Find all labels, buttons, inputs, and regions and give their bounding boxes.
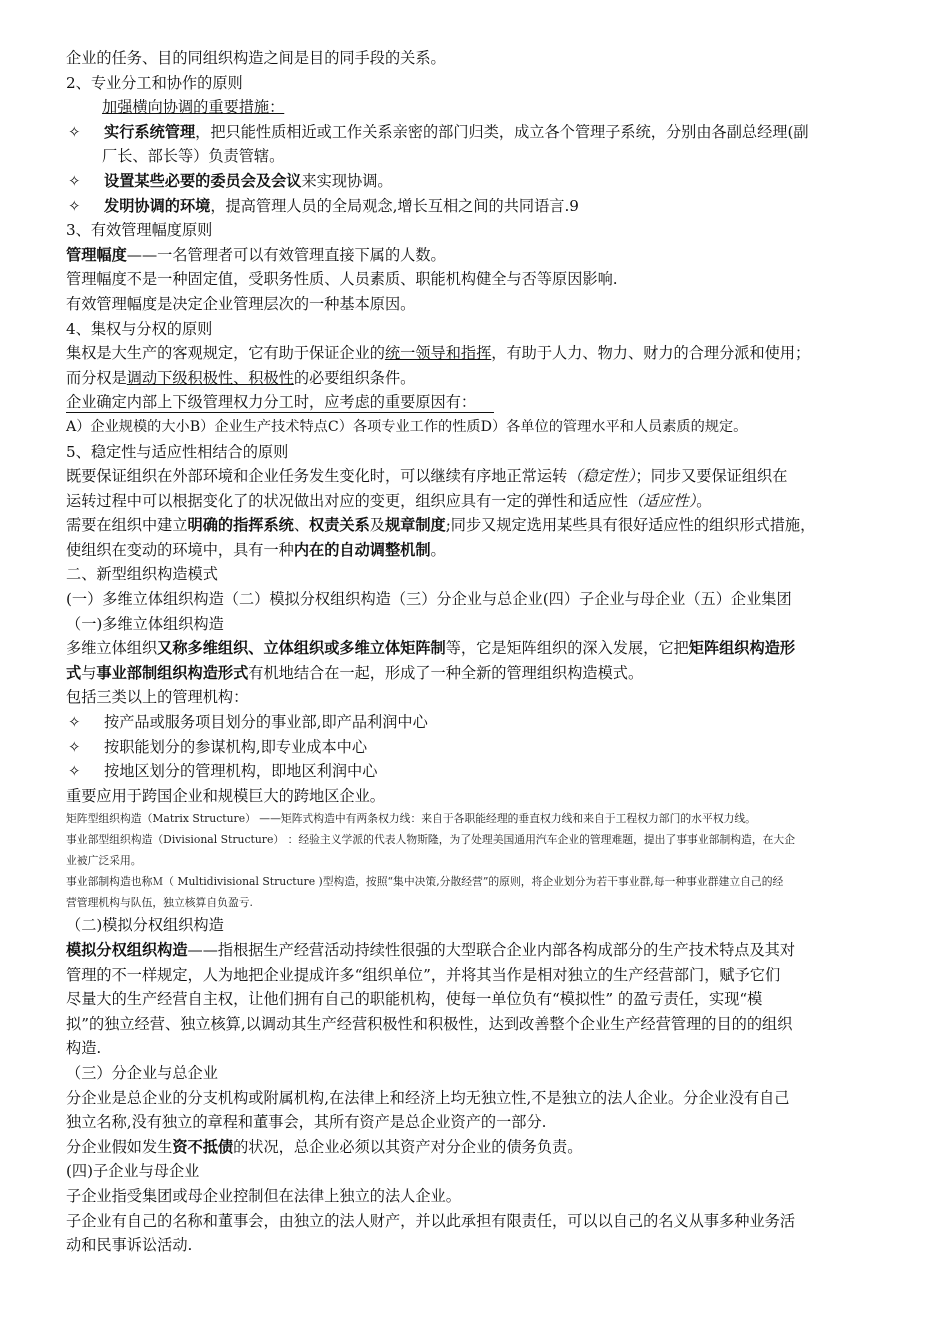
text-line: 管理的不一样规定，人为地把企业提成许多“组织单位”，并将其当作是相对独立的生产经营部门，赋予它们 — [66, 965, 781, 984]
small-note: 事业部型组织构造（Divisional Structure） ：经验主义学派的代表人物斯隆，为了处理美国通用汽车企业的管理难题，提出了事事业部制构造，在大企 — [66, 833, 796, 847]
underlined-text: 调动下级积极性、积极性 — [126, 368, 294, 387]
section-heading: 4、集权与分权的原则 — [66, 319, 213, 338]
bold-text: 内在的自动调整机制 — [293, 540, 431, 559]
diamond-bullet-icon: ✧ — [68, 196, 81, 215]
text: ；同步又要保证组织在 — [635, 467, 788, 486]
bold-text: 又称多维组织、立体组织或多维立体矩阵制 — [157, 639, 446, 658]
text-line — [66, 1135, 884, 1160]
text: 等，它是矩阵组织的深入发展，它把 — [445, 639, 689, 658]
text-line: 子企业有自己的名称和董事会，由独立的法人财产，并以此承担有限责任，可以以自己的名义从事多种业务活 — [66, 1211, 795, 1230]
diamond-bullet-icon: ✧ — [68, 762, 81, 781]
text: 需要在组织中建立 — [66, 516, 188, 535]
small-note: 业被广泛采用。 — [66, 854, 142, 868]
text: 多维立体组织 — [66, 639, 158, 658]
bullet-item — [66, 759, 884, 784]
text-line — [66, 390, 884, 415]
bold-text: 设置某些必要的委员会及会议 — [104, 171, 302, 190]
text-line — [66, 243, 884, 268]
text-line: 动和民事诉讼活动. — [66, 1236, 193, 1255]
text: ——一名管理者可以有效管理直接下属的人数。 — [126, 245, 446, 264]
text: 而分权是 — [66, 368, 127, 387]
italic-text: （适应性） — [627, 491, 697, 510]
text: 既要保证组织在外部环境和企业任务发生变化时，可以继续有序地正常运转 — [66, 467, 568, 486]
text: ，把只能性质相近或工作关系亲密的部门归类，成立各个管理子系统，分别由各副总经理(副 — [195, 122, 809, 141]
subheading: （二)模拟分权组织构造 — [66, 916, 224, 935]
text-line — [66, 661, 884, 686]
bold-text: 资不抵债 — [172, 1137, 234, 1156]
diamond-bullet-icon: ✧ — [68, 713, 81, 732]
text-line: 分企业是总企业的分支机构或附属机构,在法律上和经济上均无独立性,不是独立的法人企业。分企业没有自己 — [66, 1088, 790, 1107]
text-line: 尽量大的生产经营自主权，让他们拥有自己的职能机构，使每一单位负有“模拟性” 的盈亏责任，实现“模 — [66, 990, 763, 1009]
text-line — [66, 513, 884, 538]
text: 运转过程中可以根据变化了的状况做出对应的变更，组织应具有一定的弹性和适应性 — [66, 491, 628, 510]
bold-text: 发明协调的环境 — [104, 196, 211, 215]
subheading — [66, 95, 884, 120]
text-line — [66, 636, 884, 661]
small-note: 矩阵型组织构造（Matrix Structure） ——矩阵式构造中有两条权力线：来自于各职能经理的垂直权力线和来自于工程权力部门的水平权力线。 — [66, 812, 756, 826]
bullet-item — [66, 194, 884, 219]
text: ;同步又规定选用某些具有很好适应性的组织形式措施， — [445, 516, 816, 535]
diamond-bullet-icon: ✧ — [68, 737, 81, 756]
text: 使组织在变动的环境中，具有一种 — [66, 540, 294, 559]
text-line — [66, 938, 884, 963]
text: ，提高管理人员的全局观念,增长互相之间的共同语言.9 — [210, 196, 579, 215]
text-line — [66, 366, 884, 391]
text: 。 — [696, 491, 712, 510]
text: 的必要组织条件。 — [293, 368, 416, 387]
subheading: (四)子企业与母企业 — [66, 1162, 200, 1181]
text: 集权是大生产的客观规定，它有助于保证企业的 — [66, 344, 385, 363]
section-heading: 5、稳定性与适应性相结合的原则 — [66, 442, 289, 461]
text: ——指根据生产经营活动持续性很强的大型联合企业内部各构成部分的生产技术特点及其对 — [187, 941, 795, 959]
italic-text: （稳定性） — [567, 467, 636, 486]
text: ，有助于人力、物力、财力的合理分派和使用； — [491, 344, 811, 363]
text: 有机地结合在一起，形成了一种全新的管理组织构造模式。 — [248, 663, 644, 682]
bold-text: 权责关系 — [309, 516, 370, 535]
text-line: 子企业指受集团或母企业控制但在法律上独立的法人企业。 — [66, 1186, 461, 1205]
text: 的状况，总企业必须以其资产对分企业的债务负责。 — [233, 1137, 583, 1156]
small-note: 事业部制构造也称Ｍ（ Multidivisional Structure )型构造，按照“集中决策,分散经营”的原则，将企业划分为若干事业群,每一种事业群建立自己的经 — [66, 875, 784, 889]
text: 按地区划分的管理机构，即地区利润中心 — [104, 762, 378, 781]
text: 与 — [81, 663, 97, 682]
bold-text: 式 — [66, 663, 82, 682]
diamond-bullet-icon: ✧ — [68, 171, 81, 190]
text-line: 重要应用于跨国企业和规模巨大的跨地区企业。 — [66, 786, 385, 805]
bold-text: 管理幅度 — [66, 245, 127, 264]
text-line: 管理幅度不是一种固定值，受职务性质、人员素质、职能机构健全与否等原因影响. — [66, 270, 618, 289]
text-line: 独立名称,没有独立的章程和董事会，其所有资产是总企业资产的一部分. — [66, 1113, 547, 1132]
text: 来实现协调。 — [301, 171, 393, 190]
bullet-item — [66, 735, 884, 760]
text: 、 — [293, 516, 309, 535]
section-heading: 二、新型组织构造模式 — [66, 565, 218, 584]
text: 分企业假如发生 — [66, 1137, 173, 1156]
small-note: 营管理机构与队伍，独立核算自负盈亏. — [66, 896, 253, 910]
text-line — [66, 538, 884, 563]
text-line: 拟”的独立经营、独立核算,以调动其生产经营积极性和积极性，达到改善整个企业生产经营管理的目的的组织 — [66, 1014, 793, 1033]
bullet-item — [66, 120, 884, 145]
text: 及 — [369, 516, 385, 535]
bold-text: 明确的指挥系统 — [187, 516, 294, 535]
text-line: (一）多维立体组织构造（二）模拟分权组织构造（三）分企业与总企业(四）子企业与母企业（五）企业集团 — [66, 590, 792, 609]
text-line: 企业的任务、目的同组织构造之间是目的同手段的关系。 — [66, 49, 446, 67]
text-line: 有效管理幅度是决定企业管理层次的一种基本原因。 — [66, 294, 416, 313]
bold-text: 事业部制组织构造形式 — [96, 663, 249, 682]
text: 。 — [430, 540, 446, 559]
bold-text: 模拟分权组织构造 — [66, 941, 188, 959]
subheading: （一)多维立体组织构造 — [66, 614, 224, 633]
bold-text: 规章制度 — [384, 516, 446, 535]
bullet-continuation: 厂长、部长等）负责管辖。 — [102, 147, 285, 166]
text-line — [66, 489, 884, 514]
text-line: 构造. — [66, 1039, 102, 1058]
text-line: A）企业规模的大小B）企业生产技术特点C）各项专业工作的性质D）各单位的管理水平和人员素质的规定。 — [66, 418, 748, 435]
section-heading: 2、专业分工和协作的原则 — [66, 73, 243, 92]
bullet-item — [66, 710, 884, 735]
text-line: 包括三类以上的管理机构： — [66, 688, 249, 707]
bold-text: 实行系统管理 — [104, 122, 196, 141]
text: 按产品或服务项目划分的事业部,即产品利润中心 — [104, 713, 428, 732]
diamond-bullet-icon: ✧ — [68, 122, 81, 141]
text: 按职能划分的参谋机构,即专业成本中心 — [104, 737, 368, 756]
text-line — [66, 341, 884, 366]
underlined-text: 加强横向协调的重要措施： — [102, 98, 285, 117]
section-heading: 3、有效管理幅度原则 — [66, 221, 213, 240]
text-line — [66, 464, 884, 489]
subheading: （三）分企业与总企业 — [66, 1063, 218, 1082]
underlined-text: 企业确定内部上下级管理权力分工时，应考虑的重要原因有： — [66, 392, 494, 413]
underlined-text: 统一领导和指挥 — [384, 344, 492, 363]
bullet-item — [66, 169, 884, 194]
bold-text: 矩阵组织构造形 — [688, 639, 795, 658]
